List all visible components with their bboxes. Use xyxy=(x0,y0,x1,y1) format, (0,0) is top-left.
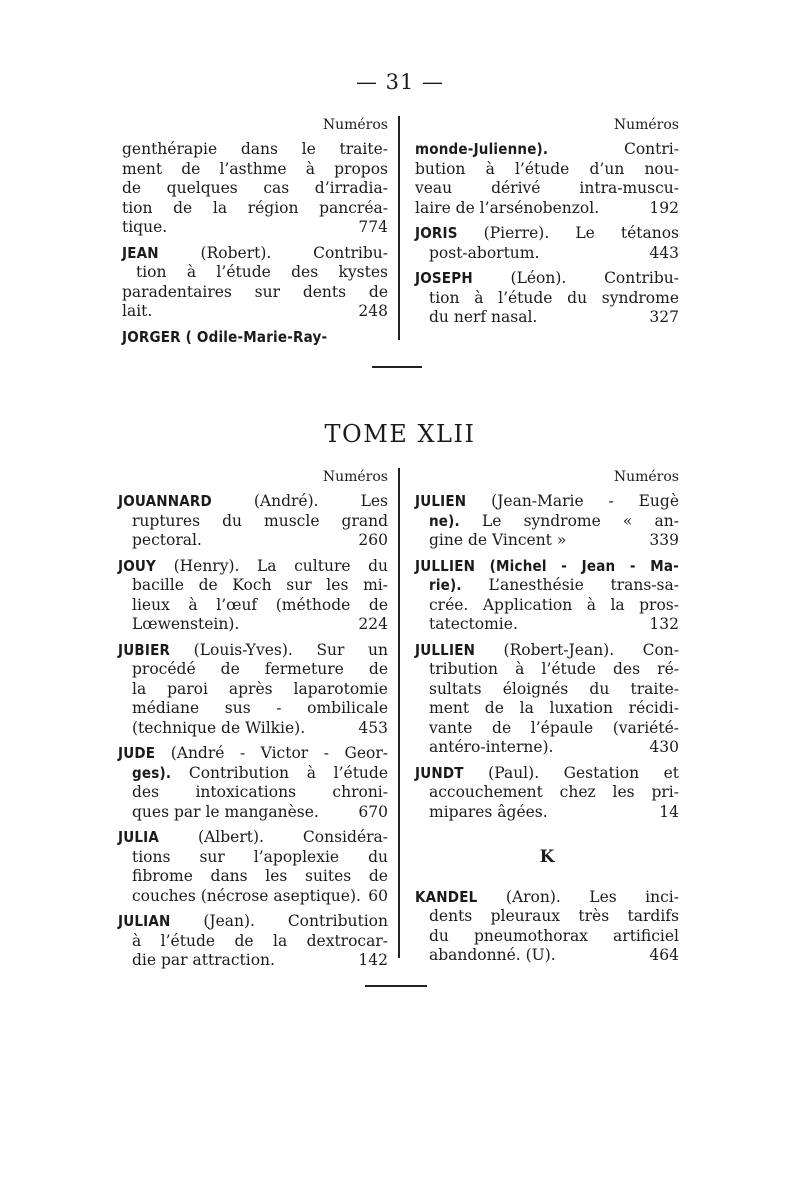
column-divider xyxy=(398,468,400,958)
entry-line xyxy=(118,557,388,577)
entry-line xyxy=(118,828,388,848)
entry-line xyxy=(415,492,679,512)
author-name: rie). xyxy=(429,576,462,594)
entry-line: sultats éloignés du traite- xyxy=(429,679,679,698)
entry-line: Lœwenstein). xyxy=(132,615,240,633)
entry-text: (André - Victor - Geor- xyxy=(155,744,388,762)
entry-line xyxy=(122,244,388,264)
entry-text: Contri- xyxy=(548,140,679,158)
author-name: JOSEPH xyxy=(415,269,473,287)
entry-line xyxy=(415,888,679,908)
entry-line: dents pleuraux très tardifs xyxy=(429,907,679,925)
entry-line: du nerf nasal. xyxy=(429,308,538,326)
entry-text: (Henry). La culture du xyxy=(156,556,388,575)
entry-line: médiane sus - ombilicale xyxy=(132,699,388,717)
index-entry xyxy=(415,224,679,263)
author-name: JULLIEN xyxy=(415,640,476,659)
entry-line: veau dérivé intra-muscu- xyxy=(415,179,679,197)
entry-line: la paroi après laparotomie xyxy=(132,679,388,698)
entry-line: fibrome dans les suites de xyxy=(132,867,388,885)
entry-line: accouchement chez les pri- xyxy=(429,783,679,801)
page-number: — 31 — xyxy=(355,70,445,94)
entry-line: abandonné. (U). xyxy=(429,946,556,964)
entry-line: tion de la région pancréa- xyxy=(122,198,388,217)
author-name: JOUANNARD xyxy=(118,492,212,510)
index-entry xyxy=(118,641,388,739)
index-entry xyxy=(415,888,679,966)
author-name: ges). xyxy=(132,763,172,782)
entry-line: post-abortum. xyxy=(429,243,540,262)
entry-line: pectoral. xyxy=(132,531,202,549)
section-title: TOME XLII xyxy=(324,420,476,448)
entry-line: antéro-interne). xyxy=(429,738,554,756)
author-name: monde-Julienne). xyxy=(415,140,549,158)
entry-text: Le syndrome « an- xyxy=(459,511,679,530)
index-entry xyxy=(415,557,679,635)
page-reference-number: 443 xyxy=(649,243,679,262)
page-reference-number: 260 xyxy=(358,531,388,549)
entry-line xyxy=(415,576,679,596)
entry-line xyxy=(118,912,388,932)
author-name: JUBIER xyxy=(118,640,171,659)
author-name: JEAN xyxy=(122,243,159,262)
index-column-top-left xyxy=(122,116,388,353)
entry-text: Contribution à l’étude xyxy=(171,763,388,782)
page-reference-number: 670 xyxy=(358,802,388,821)
author-name: JORIS xyxy=(415,224,458,242)
entry-text: (Pierre). Le tétanos xyxy=(457,224,679,242)
entry-line: à l’étude de la dextrocar- xyxy=(132,931,388,950)
index-entry xyxy=(118,912,388,971)
entry-line xyxy=(415,224,679,244)
index-entry xyxy=(118,744,388,822)
entry-line: ques par le manganèse. xyxy=(132,802,319,821)
entry-line xyxy=(118,492,388,512)
entry-line: gine de Vincent » xyxy=(429,531,567,549)
index-entry xyxy=(122,140,388,238)
bottom-rule xyxy=(365,985,427,987)
author-name: JORGER ( Odile-Marie-Ray- xyxy=(122,327,328,346)
index-entry xyxy=(415,492,679,551)
numeros-header: Numéros xyxy=(322,117,388,133)
index-entry xyxy=(118,492,388,551)
page-reference-number: 132 xyxy=(649,615,679,633)
entry-text: (Paul). Gestation et xyxy=(463,763,679,782)
page-reference-number: 192 xyxy=(649,198,679,217)
entry-text: (André). Les xyxy=(211,492,388,510)
entry-line: tribution à l’étude des ré- xyxy=(429,660,679,678)
author-name: ne). xyxy=(429,511,460,530)
short-rule xyxy=(372,366,422,368)
entry-line xyxy=(118,641,388,661)
author-name: JULIEN xyxy=(415,492,467,510)
column-divider xyxy=(398,116,400,340)
page-reference-number: 60 xyxy=(368,886,388,905)
index-column-bottom-left xyxy=(118,468,388,977)
index-column-bottom-right xyxy=(415,468,679,972)
page-reference-number: 224 xyxy=(358,615,388,633)
author-name: JUNDT xyxy=(415,763,464,782)
page-reference-number: 248 xyxy=(358,302,388,320)
index-entry xyxy=(118,557,388,635)
entry-line xyxy=(415,512,679,532)
entry-line xyxy=(415,764,679,784)
entry-line: ment de l’asthme à propos xyxy=(122,159,388,178)
entry-line: procédé de fermeture de xyxy=(132,660,388,678)
entry-line: laire de l’arsénobenzol. xyxy=(415,198,600,217)
index-entry xyxy=(122,328,388,348)
page-reference-number: 774 xyxy=(358,218,388,236)
entry-text: (Louis-Yves). Sur un xyxy=(170,640,388,659)
page-reference-number: 142 xyxy=(358,951,388,969)
entry-line: mipares âgées. xyxy=(429,802,548,821)
entry-text: (Robert-Jean). Con- xyxy=(475,640,679,659)
entry-line: ruptures du muscle grand xyxy=(132,511,388,530)
entry-line: du pneumothorax artificiel xyxy=(429,926,679,945)
index-entry xyxy=(415,764,679,823)
entry-text: (Aron). Les inci- xyxy=(477,887,679,906)
entry-line xyxy=(415,557,679,577)
numeros-header: Numéros xyxy=(613,117,679,133)
entry-line xyxy=(118,764,388,784)
entry-line: bution à l’étude d’un nou- xyxy=(415,159,679,178)
page-reference-number: 339 xyxy=(649,531,679,549)
entry-text: L’anesthésie trans-sa- xyxy=(461,576,679,594)
entry-line: tique. xyxy=(122,218,168,236)
entry-line xyxy=(122,328,388,348)
entry-text: (Albert). Considéra- xyxy=(159,828,388,846)
entry-line: tatectomie. xyxy=(429,615,518,633)
index-column-top-right xyxy=(415,116,679,334)
entry-line: tion à l’étude du syndrome xyxy=(429,288,679,307)
entry-line: genthérapie dans le traite- xyxy=(122,140,388,158)
author-name: JUDE xyxy=(118,744,156,762)
entry-text: (Léon). Contribu- xyxy=(472,269,679,287)
entry-line: lieux à l’œuf (méthode de xyxy=(132,595,388,614)
index-entry xyxy=(415,269,679,328)
entry-line xyxy=(118,744,388,764)
page-reference-number: 327 xyxy=(649,308,679,326)
page-reference-number: 430 xyxy=(649,738,679,756)
entry-line: couches (nécrose aseptique). xyxy=(132,886,361,905)
entry-line: de quelques cas d’irradia- xyxy=(122,179,388,197)
entry-line: tions sur l’apoplexie du xyxy=(132,847,388,866)
entry-line: (technique de Wilkie). xyxy=(132,718,306,737)
author-name: JULLIEN (Michel - Jean - Ma- xyxy=(415,556,679,575)
index-entry xyxy=(118,828,388,906)
author-name: KANDEL xyxy=(415,887,478,906)
entry-line: ment de la luxation récidi- xyxy=(429,699,679,717)
numeros-header: Numéros xyxy=(613,469,679,485)
entry-line: vante de l’épaule (variété- xyxy=(429,718,679,737)
entry-line xyxy=(415,140,679,160)
entry-text: (Jean). Contribution xyxy=(170,912,388,930)
entry-line xyxy=(415,641,679,661)
letter-heading: K xyxy=(539,847,555,867)
author-name: JOUY xyxy=(118,556,157,575)
entry-line: tion à l’étude des kystes xyxy=(136,263,388,281)
index-entry xyxy=(415,641,679,758)
entry-line: lait. xyxy=(122,302,153,320)
page-reference-number: 14 xyxy=(659,802,679,821)
entry-line xyxy=(415,269,679,289)
entry-line: des intoxications chroni- xyxy=(132,783,388,801)
index-entry xyxy=(122,244,388,322)
index-entry xyxy=(415,140,679,218)
numeros-header: Numéros xyxy=(322,469,388,485)
entry-line: paradentaires sur dents de xyxy=(122,282,388,301)
page-reference-number: 464 xyxy=(649,946,679,964)
entry-text: (Robert). Contribu- xyxy=(158,243,388,262)
entry-line: die par attraction. xyxy=(132,951,275,969)
entry-line: crée. Application à la pros- xyxy=(429,595,679,614)
entry-text: (Jean-Marie - Eugè xyxy=(466,492,679,510)
author-name: JULIA xyxy=(118,828,160,846)
page-reference-number: 453 xyxy=(358,718,388,737)
entry-line: bacille de Koch sur les mi- xyxy=(132,576,388,594)
author-name: JULIAN xyxy=(118,912,171,930)
